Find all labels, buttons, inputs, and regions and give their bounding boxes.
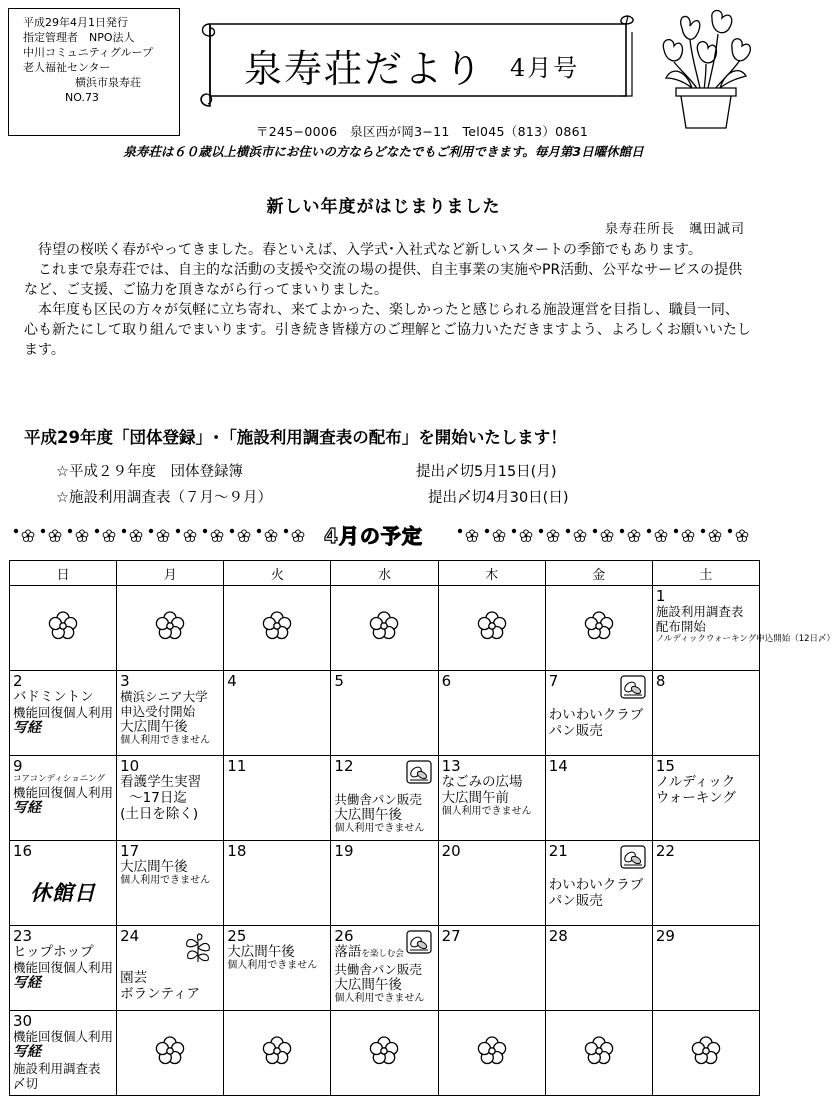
day-cell-21 [545,841,652,926]
calendar-header-row [10,561,760,586]
flower-icon [367,1034,401,1068]
dot-icon [701,529,705,533]
event: 大広間午後 [334,807,402,824]
day-cell-15 [652,756,759,841]
event: 写経 [13,1043,41,1060]
event: 看護学生実習 [120,774,202,791]
article-author: 泉寿荘所長 颯田誠司 [604,222,745,237]
weekday-wed: 水 [331,561,438,586]
day-number: 22 [655,842,675,861]
event: 〜17日迄 [129,790,187,807]
flower-icon [260,609,294,643]
article-paragraph: 待望の桜咲く春がやってきました。春といえば、入学式･入社式など新しいスタートの季節でもあります。 [38,242,702,258]
event: 写経 [13,800,41,817]
event: 写経 [13,975,41,992]
event: 機能回復個人利用 [13,705,114,721]
day-number: 15 [655,757,675,776]
event: 機能回復個人利用 [13,960,114,976]
event: 写経 [13,720,41,737]
small-flower-icon [49,530,61,542]
small-flower-icon [265,530,277,542]
calendar-week [10,926,760,1011]
day-number: 17 [120,842,140,861]
day-number: 8 [655,672,666,691]
bread-basket-icon [406,930,432,954]
newsletter-issue: 4月号 [510,54,580,82]
day-number: 2 [13,672,23,691]
event: 横浜シニア大学 [120,689,208,705]
calendar-week [10,586,760,671]
calendar-table [9,560,835,1096]
day-number: 3 [120,672,130,691]
dot-icon [14,529,18,533]
day-cell-26 [331,926,438,1011]
day-cell-4 [224,671,331,756]
event: 園芸 [120,970,148,987]
day-number: 7 [548,672,559,691]
event: 大広間午後 [120,859,188,876]
event-note: 個人利用できません [227,960,318,972]
organization: 中川コミュニティグループ [23,46,154,59]
day-cell-23 [10,926,117,1011]
newsletter-title: 泉寿荘だより [244,47,485,91]
weekday-sat: 土 [652,561,759,586]
small-flower-icon [130,530,142,542]
article-paragraph: これまで泉寿荘では、自主的な活動の支援や交流の場の提供、自主事業の実施やPR活動、公平なサービスの提供など、ご支援、ご協力を頂きながら行ってまいりました。 [24,262,743,298]
day-number: 6 [441,672,452,691]
small-flower-icon [211,530,223,542]
small-flower-icon [547,530,559,542]
day-number: 11 [227,757,247,776]
day-cell-1 [652,586,835,671]
event: ウォーキング [655,790,736,807]
day-cell-27 [438,926,545,1011]
day-cell-29 [652,926,759,1011]
day-cell-18 [224,841,331,926]
event-note: 個人利用できません [120,875,211,887]
day-cell-20 [438,841,545,926]
event: 申込受付開始 [120,704,196,720]
day-cell-10 [117,756,224,841]
event: 共働舎パン販売 [334,962,422,978]
day-number: 10 [120,757,140,776]
event: ノルディック [655,774,736,791]
flower-icon [153,1034,187,1068]
small-flower-icon [292,530,304,542]
event-note: 個人利用できません [334,823,425,835]
event: バドミントン [13,689,94,706]
weekday-tue: 火 [224,561,331,586]
day-number: 27 [441,927,461,946]
day-number: 12 [334,757,354,776]
flower-icon [582,1034,616,1068]
announcement-title: 平成29年度「団体登録」･「施設利用調査表の配布」を開始いたします！ [24,428,567,447]
event: 施設利用調査表 [13,1060,101,1076]
schedule-title: 4月の予定 [324,524,423,548]
empty-day-cell [331,586,438,671]
small-flower-icon [574,530,586,542]
small-flower-icon [76,530,88,542]
day-cell-24 [117,926,224,1011]
empty-day-cell [224,586,331,671]
empty-day-cell [331,1010,438,1095]
event-rakugo: 落語 [334,944,362,961]
flower-icon [582,609,616,643]
address: 〒245−0006 泉区西が岡3−11 Tel045（813）0861 [256,124,589,139]
calendar-week [10,756,760,841]
day-cell-3 [117,671,224,756]
empty-day-cell [224,1010,331,1095]
day-number: 9 [13,757,23,776]
empty-day-cell [545,1010,652,1095]
event: 施設利用調査表 [655,604,744,620]
small-flower-icon [238,530,250,542]
day-cell-9 [10,756,117,841]
day-cell-7 [545,671,652,756]
day-cell-11 [224,756,331,841]
dot-icon [176,529,180,533]
eligibility-notice: 泉寿荘は６０歳以上横浜市にお住いの方ならどなたでもご利用できます。毎月第3日曜休館日 [123,144,644,159]
manager: 指定管理者 NPO法人 [23,31,135,44]
day-number: 24 [120,927,140,946]
empty-day-cell [652,1010,759,1095]
flower-border-icon [14,522,314,548]
event: わいわいクラブ [548,877,644,894]
flower-icon [46,609,80,643]
event: 配布開始 [655,619,706,635]
flower-icon [475,1034,509,1068]
issue-number: NO.73 [65,91,99,104]
flower-icon [689,1034,723,1068]
leaf-plant-icon [181,930,215,964]
day-number: 20 [441,842,461,861]
day-number: 19 [334,842,354,861]
small-flower-icon [628,530,640,542]
day-number: 18 [227,842,247,861]
dot-icon [122,529,126,533]
announcement-item: ☆施設利用調査表（７月〜９月） [56,490,272,506]
day-cell-14 [545,756,652,841]
event: 大広間午後 [120,719,188,736]
day-number: 4 [227,672,237,691]
small-flower-icon [736,530,748,542]
day-cell-30 [10,1010,117,1095]
event: コアコンディショニング [13,774,106,785]
day-cell-16 [10,841,117,926]
event: わいわいクラブ [548,707,644,724]
event: (土日を除く) [120,806,199,823]
event: パン販売 [548,893,603,910]
empty-day-cell [117,1010,224,1095]
dot-icon [593,529,597,533]
empty-day-cell [117,586,224,671]
dot-icon [95,529,99,533]
small-flower-icon [709,530,721,542]
bread-basket-icon [406,760,432,784]
day-cell-25 [224,926,331,1011]
event-rakugo-note: を楽しむ会 [361,949,404,960]
small-flower-icon [655,530,667,542]
flower-icon [475,609,509,643]
weekday-thu: 木 [438,561,545,586]
day-cell-13 [438,756,545,841]
bread-basket-icon [620,845,646,869]
facility-name: 横浜市泉寿荘 [75,76,141,89]
day-cell-8 [652,671,759,756]
flower-border-icon [458,522,758,548]
event: 共働舎パン販売 [334,792,422,808]
empty-day-cell [438,586,545,671]
flower-icon [260,1034,294,1068]
event: パン販売 [548,723,603,740]
announcement-item: ☆平成２９年度 団体登録簿 [56,464,243,480]
day-number: 21 [548,842,568,861]
day-number: 16 [13,842,33,861]
dot-icon [566,529,570,533]
day-cell-22 [652,841,759,926]
small-flower-icon [157,530,169,542]
article-paragraph: 本年度も区民の方々が気軽に立ち寄れ、来てよかった、楽しかったと感じられる施設運営を目指し、職員一同、心も新たにして取り組んでまいります。引き続き皆様方のご理解とご協力いただきますよう、よろしくお願いいたします。 [24,302,751,358]
dot-icon [149,529,153,533]
event: なごみの広場 [441,774,523,791]
event: 大広間午後 [227,944,295,961]
article-body [24,240,751,360]
small-flower-icon [466,530,478,542]
dot-icon [620,529,624,533]
day-cell-6 [438,671,545,756]
event-note: 個人利用できません [120,735,211,747]
day-number: 25 [227,927,247,946]
calendar-week [10,1010,760,1095]
flower-icon [367,609,401,643]
weekday-sun: 日 [10,561,117,586]
dot-icon [230,529,234,533]
dot-icon [674,529,678,533]
event: 大広間午前 [441,790,510,807]
article-title: 新しい年度がはじまりました [266,197,501,217]
dot-icon [41,529,45,533]
day-number: 13 [441,757,461,776]
event: ヒップホップ [13,944,94,961]
announcement-deadline: 提出〆切4月30日(日) [428,490,569,506]
day-number: 28 [548,927,568,946]
empty-day-cell [10,586,117,671]
day-cell-2 [10,671,117,756]
dot-icon [257,529,261,533]
tulip-pot-icon [652,8,760,134]
flower-icon [153,609,187,643]
announcement-deadline: 提出〆切5月15日(月) [416,464,557,480]
issuer-box [8,8,180,136]
event-note: ノルディックウォーキング申込開始（12日〆） [655,634,835,645]
day-cell-28 [545,926,652,1011]
issue-date: 平成29年4月1日発行 [23,16,128,29]
small-flower-icon [520,530,532,542]
event-note: 個人利用できません [334,993,425,1005]
small-flower-icon [493,530,505,542]
dot-icon [512,529,516,533]
day-number: 1 [655,587,666,606]
dot-icon [485,529,489,533]
day-number: 23 [13,927,33,946]
event: 機能回復個人利用 [13,785,114,801]
day-cell-17 [117,841,224,926]
day-number: 5 [334,672,344,691]
event: 大広間午後 [334,977,402,994]
center-type: 老人福祉センター [23,61,111,74]
dot-icon [68,529,72,533]
calendar-week [10,841,760,926]
weekday-fri: 金 [545,561,652,586]
dot-icon [203,529,207,533]
small-flower-icon [103,530,115,542]
small-flower-icon [601,530,613,542]
day-cell-5 [331,671,438,756]
weekday-mon: 月 [117,561,224,586]
event: 〆切 [13,1075,39,1091]
small-flower-icon [22,530,34,542]
calendar-week [10,671,760,756]
empty-day-cell [438,1010,545,1095]
dot-icon [647,529,651,533]
day-cell-12 [331,756,438,841]
day-number: 29 [655,927,675,946]
day-cell-19 [331,841,438,926]
closed-day-label: 休館日 [30,881,97,906]
empty-day-cell [545,586,652,671]
dot-icon [728,529,732,533]
day-number: 14 [548,757,568,776]
small-flower-icon [184,530,196,542]
event-note: 個人利用できません [441,806,532,818]
bread-basket-icon [620,675,646,699]
event: ボランティア [120,986,201,1003]
day-number: 26 [334,927,354,946]
small-flower-icon [682,530,694,542]
dot-icon [539,529,543,533]
dot-icon [458,529,462,533]
dot-icon [284,529,288,533]
event: 機能回復個人利用 [13,1028,114,1044]
day-number: 30 [13,1011,33,1030]
